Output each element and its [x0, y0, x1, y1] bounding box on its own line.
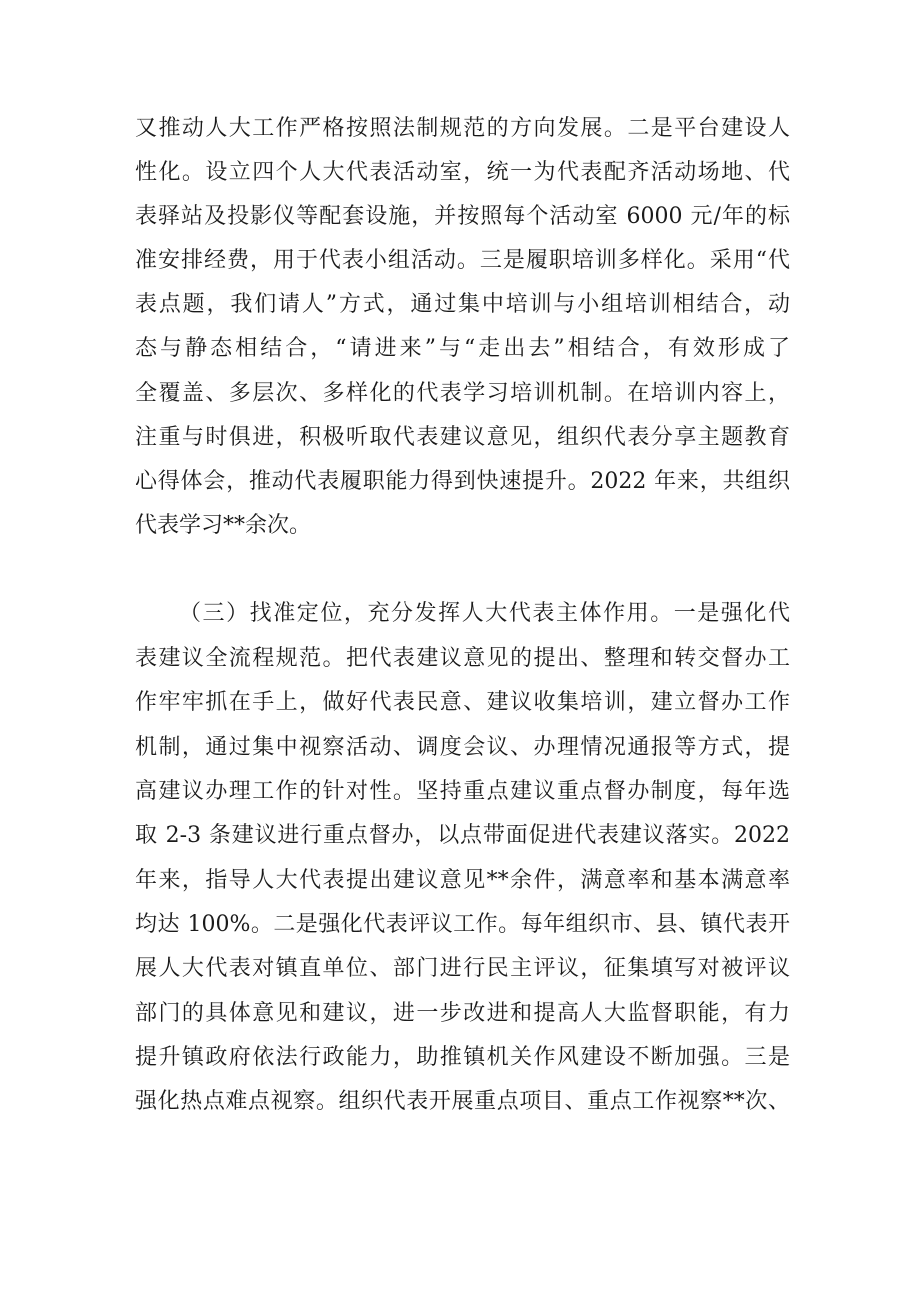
paragraph-line: 均达 100%。二是强化代表评议工作。每年组织市、县、镇代表开 [135, 912, 791, 937]
paragraph-line: （三）找准定位，充分发挥人大代表主体作用。一是强化代 [179, 601, 790, 626]
paragraph-line: 全覆盖、多层次、多样化的代表学习培训机制。在培训内容上， [135, 381, 790, 406]
paragraph-line: 取 2-3 条建议进行重点督办，以点带面促进代表建议落实。2022 [135, 823, 790, 848]
paragraph-line: 强化热点难点视察。组织代表开展重点项目、重点工作视察**次、 [135, 1089, 790, 1114]
paragraph-line: 机制，通过集中视察活动、调度会议、办理情况通报等方式，提 [135, 735, 790, 760]
paragraph-line: 提升镇政府依法行政能力，助推镇机关作风建设不断加强。三是 [135, 1045, 790, 1070]
paragraph-line: 表驿站及投影仪等配套设施，并按照每个活动室 6000 元/年的标 [135, 204, 790, 229]
paragraph-line: 作牢牢抓在手上，做好代表民意、建议收集培训，建立督办工作 [135, 690, 790, 715]
paragraph-line: 高建议办理工作的针对性。坚持重点建议重点督办制度，每年选 [135, 779, 790, 804]
paragraph-line: 又推动人大工作严格按照法制规范的方向发展。二是平台建设人 [135, 116, 790, 141]
paragraph-line: 心得体会，推动代表履职能力得到快速提升。2022 年来，共组织 [135, 469, 790, 494]
paragraph-line: 展人大代表对镇直单位、部门进行民主评议，征集填写对被评议 [135, 956, 790, 981]
paragraph-line: 表点题，我们请人”方式，通过集中培训与小组培训相结合，动 [135, 292, 790, 317]
paragraph-line: 准安排经费，用于代表小组活动。三是履职培训多样化。采用“代 [135, 248, 790, 273]
paragraph-line: 注重与时俱进，积极听取代表建议意见，组织代表分享主题教育 [135, 425, 790, 450]
paragraph-line: 态与静态相结合，“请进来”与“走出去”相结合，有效形成了 [135, 336, 790, 361]
paragraph-line: 性化。设立四个人大代表活动室，统一为代表配齐活动场地、代 [135, 160, 790, 185]
paragraph-line: 表建议全流程规范。把代表建议意见的提出、整理和转交督办工 [135, 646, 790, 671]
paragraph-line: 部门的具体意见和建议，进一步改进和提高人大监督职能，有力 [135, 1001, 790, 1026]
paragraph-line: 年来，指导人大代表提出建议意见**余件，满意率和基本满意率 [135, 868, 790, 893]
paragraph-line: 代表学习**余次。 [135, 513, 312, 538]
